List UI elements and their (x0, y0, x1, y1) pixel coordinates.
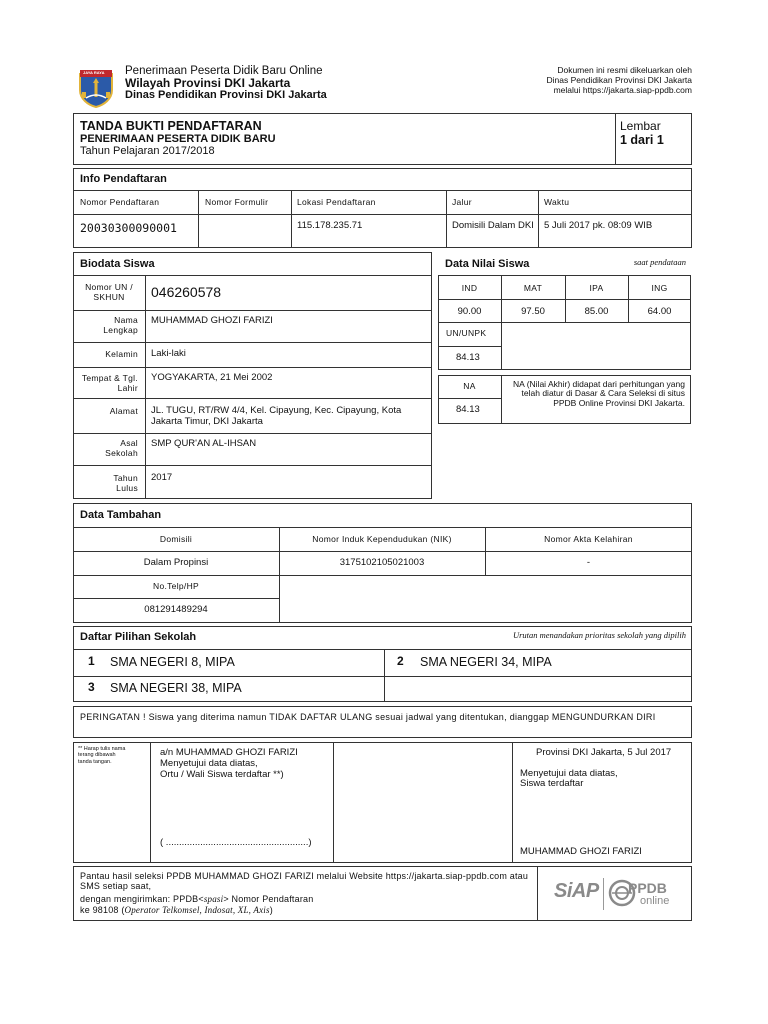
waktu-value: 5 Juli 2017 pk. 08:09 WIB (544, 220, 653, 231)
footer-line3-part3: ) (269, 905, 273, 915)
footer-line1: Pantau hasil seleksi PPDB MUHAMMAD GHOZI FARIZI melalui Website https://jakarta.siap-ppdb.com atau SMS setiap saat, (80, 871, 529, 892)
peringatan-text: PERINGATAN ! Siswa yang diterima namun TIDAK DAFTAR ULANG sesuai jadwal yang ditentukan, dianggap MENGUNDURKAN DIRI (80, 712, 656, 722)
lembar-value: 1 dari 1 (620, 133, 664, 147)
nilai-heading: Data Nilai Siswa (445, 258, 530, 270)
nik-label: Nomor Induk Kependudukan (NIK) (312, 534, 452, 544)
alamat-value: JL. TUGU, RT/RW 4/4, Kel. Cipayung, Kec. Cipayung, Kota Jakarta Timur, DKI Jakarta (151, 405, 402, 427)
notice-line1: Dokumen ini resmi dikeluarkan oleh (557, 65, 692, 75)
score-ind: 90.00 (457, 306, 482, 317)
asal-label: Asal Sekolah (105, 438, 138, 458)
subject-ing: ING (651, 283, 668, 293)
notice-line3: melalui https://jakarta.siap-ppdb.com (553, 85, 692, 95)
ppdb-online-text: online (640, 895, 670, 907)
siap-logo: SiAP (554, 880, 599, 902)
doc-subtitle: PENERIMAAN PESERTA DIDIK BARU (80, 133, 276, 145)
nomor-pendaftaran-value: 20030300090001 (80, 221, 177, 235)
biodata-heading: Biodata Siswa (80, 258, 155, 270)
subject-mat: MAT (523, 283, 543, 293)
pilihan-2-name: SMA NEGERI 34, MIPA (420, 655, 552, 669)
un-value: 046260578 (151, 284, 222, 300)
pilihan-note: Urutan menandakan prioritas sekolah yang dipilih (512, 630, 686, 640)
na-value: 84.13 (456, 404, 480, 415)
lokasi-value: 115.178.235.71 (297, 220, 363, 231)
pilihan-1-no: 1 (88, 654, 95, 668)
footer-line3-part1: ke 98108 ( (80, 905, 125, 915)
ortu-line3: Ortu / Wali Siswa terdaftar **) (160, 769, 284, 780)
school-year: Tahun Pelajaran 2017/2018 (80, 145, 215, 157)
ortu-line2: Menyetujui data diatas, (160, 758, 258, 769)
un-label: Nomor UN / SKHUN (85, 282, 133, 302)
kelamin-label: Kelamin (105, 349, 138, 359)
lulus-label: Tahun Lulus (113, 473, 138, 493)
domisili-value: Dalam Propinsi (143, 557, 209, 568)
telp-value: 081291489294 (144, 604, 208, 615)
header-line1: Penerimaan Peserta Didik Baru Online (125, 65, 323, 77)
footer-line2-part3: > Nomor Pendaftaran (223, 894, 314, 904)
lulus-value: 2017 (151, 472, 173, 483)
unpk-label: UN/UNPK (446, 328, 487, 338)
pilihan-3-no: 3 (88, 680, 95, 694)
dki-logo (76, 68, 116, 108)
label-nomor-pendaftaran: Nomor Pendaftaran (80, 197, 160, 207)
ortu-sign-line: ( ......................................................) (160, 837, 312, 848)
footer-line3-operators: Operator Telkomsel, Indosat, XL, Axis (124, 905, 270, 915)
ttl-value: YOGYAKARTA, 21 Mei 2002 (151, 372, 273, 383)
pilihan-1-name: SMA NEGERI 8, MIPA (110, 655, 235, 669)
alamat-label: Alamat (109, 406, 138, 416)
subject-ind: IND (461, 283, 478, 293)
footer-line3 (80, 905, 273, 915)
label-jalur: Jalur (452, 197, 472, 207)
pilihan-2-no: 2 (397, 654, 404, 668)
nilai-note: saat pendataan (633, 257, 686, 267)
nik-value: 3175102105021003 (339, 557, 425, 568)
doc-title: TANDA BUKTI PENDAFTARAN (80, 119, 262, 133)
footer-line2 (80, 894, 313, 904)
label-lokasi: Lokasi Pendaftaran (297, 197, 376, 207)
info-heading: Info Pendaftaran (80, 173, 167, 185)
pilihan-3-name: SMA NEGERI 38, MIPA (110, 681, 242, 695)
header-line2: Wilayah Provinsi DKI Jakarta (125, 76, 291, 90)
telp-label: No.Telp/HP (153, 581, 199, 591)
header-line3: Dinas Pendidikan Provinsi DKI Jakarta (125, 89, 327, 101)
ttl-label: Tempat & Tgl. Lahir (81, 373, 138, 393)
akta-label: Nomor Akta Kelahiran (544, 534, 633, 544)
subject-ipa: IPA (589, 283, 604, 293)
notice-line2: Dinas Pendidikan Provinsi DKI Jakarta (546, 75, 692, 85)
tambahan-heading: Data Tambahan (80, 509, 162, 521)
signature-note: ** Harap tulis nama terang dibawah tanda tangan. (78, 746, 126, 765)
score-mat: 97.50 (521, 306, 545, 317)
footer-line2-spasi: spasi (203, 894, 224, 904)
na-note: NA (Nilai Akhir) didapat dari perhitungan yang telah diatur di Dasar & Cara Seleksi di situs PPDB Online Provinsi DKI Jakarta. (513, 379, 685, 408)
ppdb-logo-text: PPDB (628, 880, 667, 896)
logo-text: JAYA RAYA (83, 70, 105, 75)
score-ipa: 85.00 (584, 306, 609, 317)
lembar-label: Lembar (620, 119, 661, 133)
label-nomor-formulir: Nomor Formulir (205, 197, 269, 207)
nama-value: MUHAMMAD GHOZI FARIZI (151, 315, 273, 326)
place-date: Provinsi DKI Jakarta, 5 Jul 2017 (536, 747, 672, 758)
unpk-value: 84.13 (456, 352, 480, 363)
footer-line2-part1: dengan mengirimkan: PPDB< (80, 894, 204, 904)
siswa-name: MUHAMMAD GHOZI FARIZI (520, 846, 642, 857)
jalur-value: Domisili Dalam DKI (452, 220, 534, 231)
nama-label: Nama Lengkap (103, 315, 138, 335)
pilihan-heading: Daftar Pilihan Sekolah (80, 631, 197, 643)
siswa-line2: Siswa terdaftar (520, 778, 584, 789)
na-label: NA (463, 381, 476, 391)
ortu-line1: a/n MUHAMMAD GHOZI FARIZI (160, 747, 298, 758)
score-ing: 64.00 (647, 306, 672, 317)
domisili-label: Domisili (159, 534, 193, 544)
asal-value: SMP QUR'AN AL-IHSAN (151, 438, 257, 449)
label-waktu: Waktu (544, 197, 570, 207)
siswa-line1: Menyetujui data diatas, (520, 768, 618, 779)
akta-value: - (586, 557, 591, 568)
kelamin-value: Laki-laki (151, 348, 186, 359)
